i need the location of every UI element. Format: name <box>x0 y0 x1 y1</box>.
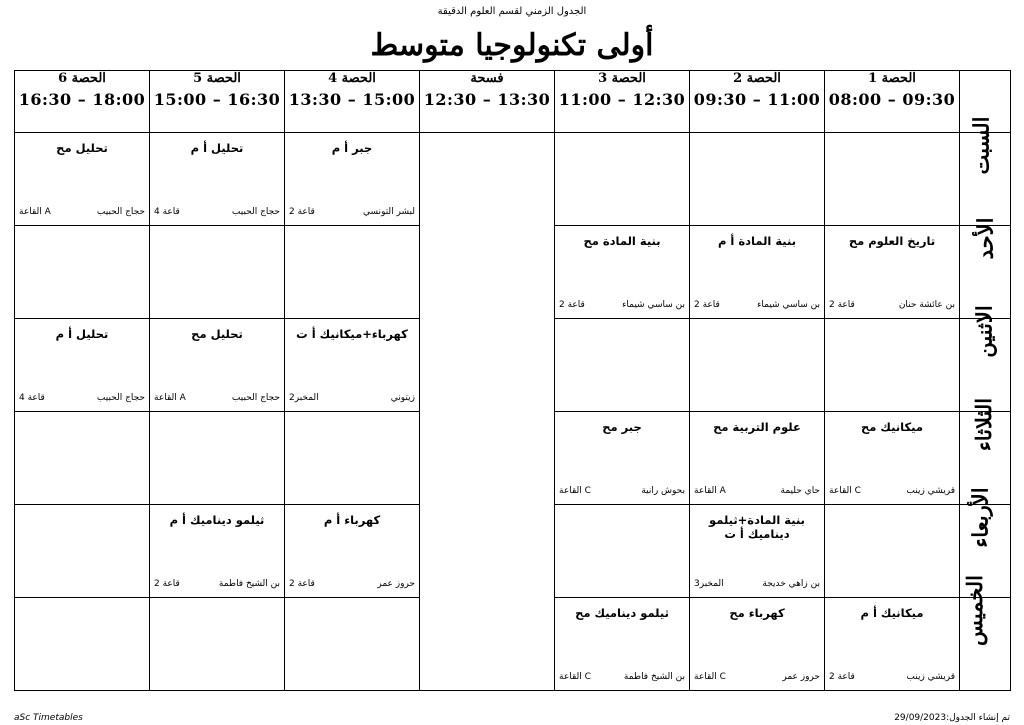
creation-date: تم إنشاء الجدول:29/09/2023 <box>894 713 1010 723</box>
lesson-teacher: حجاج الحبيب <box>231 393 280 403</box>
lesson-cell <box>15 319 150 412</box>
lesson-room: المخبر2 <box>289 393 319 403</box>
lesson-cell <box>555 133 690 226</box>
page-title: أولى تكنولوجيا متوسط <box>370 28 654 63</box>
lesson-teacher: بحوش رانية <box>641 486 685 496</box>
lesson-subject: بنية المادة مح <box>583 234 661 248</box>
lesson-cell <box>285 412 420 505</box>
lesson-subject: تحليل مح <box>191 327 243 341</box>
lesson-cell <box>555 319 690 412</box>
period-time: 13:30 – 15:00 <box>288 90 416 109</box>
day-label-cell <box>960 116 1011 226</box>
lesson-cell <box>15 412 150 505</box>
lesson-cell <box>690 505 825 598</box>
lesson-teacher: حجاج الحبيب <box>96 393 145 403</box>
break-header <box>420 71 555 133</box>
period-name: الحصة 2 <box>733 71 781 86</box>
lesson-cell <box>150 505 285 598</box>
lesson-subject: ثيلمو ديناميك مح <box>575 606 669 620</box>
lesson-cell <box>825 226 960 319</box>
period-header-4 <box>285 71 420 133</box>
timetable <box>14 70 1011 691</box>
lesson-room: C القاعة <box>694 672 726 682</box>
period-header-2 <box>690 71 825 133</box>
period-time: 12:30 – 13:30 <box>423 90 551 109</box>
lesson-subject: ميكانيك أ م <box>860 606 924 620</box>
lesson-teacher: بن الشيخ فاطمة <box>218 579 280 589</box>
lesson-cell <box>690 226 825 319</box>
lesson-subject: كهرباء+ميكانيك أ ت <box>296 327 408 341</box>
lesson-room: المخبر3 <box>694 579 724 589</box>
lesson-subject: ميكانيك مح <box>861 420 923 434</box>
lesson-cell <box>825 598 960 691</box>
period-name: الحصة 6 <box>58 71 106 86</box>
lesson-cell <box>825 133 960 226</box>
lesson-teacher: حروز عمر <box>377 579 415 589</box>
lesson-cell <box>825 505 960 598</box>
lesson-subject: علوم التربية مح <box>713 420 801 434</box>
software-credit: aSc Timetables <box>14 713 83 723</box>
lesson-subject: كهرباء أ م <box>323 513 381 527</box>
document-subtitle: الجدول الزمني لقسم العلوم الدقيقة <box>437 6 587 17</box>
lesson-subject: بنية المادة+ثيلمو ديناميك أ ت <box>709 513 805 541</box>
lesson-cell <box>690 598 825 691</box>
lesson-room: A القاعة <box>19 207 51 217</box>
period-name: فسحة <box>470 71 504 86</box>
lesson-room: قاعة 4 <box>154 207 180 217</box>
lesson-room: A القاعة <box>694 486 726 496</box>
lesson-cell <box>555 598 690 691</box>
lesson-subject: تحليل مح <box>56 141 108 155</box>
lesson-cell <box>150 133 285 226</box>
lesson-cell <box>285 226 420 319</box>
lesson-room: قاعة 2 <box>289 579 315 589</box>
lesson-teacher: بن ساسي شيماء <box>757 300 820 310</box>
lesson-cell <box>150 412 285 505</box>
lesson-cell <box>15 133 150 226</box>
period-time: 15:00 – 16:30 <box>153 90 281 109</box>
lesson-cell <box>825 412 960 505</box>
lesson-cell <box>555 412 690 505</box>
lesson-cell <box>285 505 420 598</box>
lesson-teacher: لبشر التونسي <box>363 207 415 217</box>
day-label-cell <box>960 574 1011 691</box>
lesson-teacher: زيتوني <box>390 393 415 403</box>
lesson-room: C القاعة <box>559 486 591 496</box>
lesson-subject: جبر مح <box>602 420 642 434</box>
lesson-subject: تاريخ العلوم مح <box>848 234 936 248</box>
period-header-5 <box>150 71 285 133</box>
period-header-6 <box>15 71 150 133</box>
period-time: 16:30 – 18:00 <box>18 90 146 109</box>
lesson-teacher: حجاج الحبيب <box>96 207 145 217</box>
lesson-room: قاعة 2 <box>694 300 720 310</box>
day-name: الخميس <box>961 574 987 647</box>
day-name: الثلاثاء <box>970 397 996 452</box>
lesson-cell <box>15 598 150 691</box>
lesson-cell <box>690 319 825 412</box>
period-header-1 <box>825 71 960 133</box>
period-name: الحصة 3 <box>598 71 646 86</box>
lesson-teacher: قريشي زينب <box>906 672 955 682</box>
lesson-room: قاعة 2 <box>829 300 855 310</box>
period-header-3 <box>555 71 690 133</box>
day-name: الأربعاء <box>967 487 993 548</box>
lesson-subject: تحليل أ م <box>55 327 109 341</box>
period-name: الحصة 5 <box>193 71 241 86</box>
lesson-cell <box>285 319 420 412</box>
lesson-teacher: بن ساسي شيماء <box>622 300 685 310</box>
lesson-subject: ثيلمو ديناميك أ م <box>169 513 265 527</box>
lesson-cell <box>150 226 285 319</box>
lesson-teacher: بن عائشة حنان <box>898 300 955 310</box>
period-name: الحصة 1 <box>868 71 916 86</box>
lesson-subject: كهرباء مح <box>729 606 785 620</box>
lesson-teacher: حروز عمر <box>782 672 820 682</box>
lesson-room: A القاعة <box>154 393 186 403</box>
lesson-teacher: قريشي زينب <box>906 486 955 496</box>
lesson-cell <box>15 505 150 598</box>
lesson-subject: بنية المادة أ م <box>717 234 797 248</box>
lesson-cell <box>15 226 150 319</box>
lesson-teacher: حجاج الحبيب <box>231 207 280 217</box>
lesson-room: قاعة 4 <box>19 393 45 403</box>
lesson-cell <box>555 226 690 319</box>
lesson-cell <box>150 319 285 412</box>
lesson-cell <box>285 598 420 691</box>
lesson-teacher: بن زاهي خديجة <box>762 579 820 589</box>
lesson-teacher: حاي حليمة <box>780 486 820 496</box>
lesson-room: C القاعة <box>829 486 861 496</box>
period-name: الحصة 4 <box>328 71 376 86</box>
lesson-cell <box>150 598 285 691</box>
day-name: الأحد <box>972 217 998 260</box>
lesson-teacher: بن الشيخ فاطمة <box>623 672 685 682</box>
period-header-row <box>15 71 1011 133</box>
lesson-cell <box>555 505 690 598</box>
lesson-room: قاعة 2 <box>829 672 855 682</box>
lesson-room: C القاعة <box>559 672 591 682</box>
lesson-room: قاعة 2 <box>289 207 315 217</box>
period-time: 09:30 – 11:00 <box>693 90 821 109</box>
lesson-cell <box>285 133 420 226</box>
day-name: الاثنين <box>971 305 997 358</box>
lesson-room: قاعة 2 <box>559 300 585 310</box>
day-row <box>15 133 1011 226</box>
day-name: السبت <box>968 116 994 175</box>
period-time: 11:00 – 12:30 <box>558 90 686 109</box>
lesson-cell <box>690 412 825 505</box>
lesson-room: قاعة 2 <box>154 579 180 589</box>
lesson-cell <box>690 133 825 226</box>
break-column <box>420 133 555 691</box>
period-time: 08:00 – 09:30 <box>828 90 956 109</box>
lesson-subject: جبر أ م <box>331 141 373 155</box>
lesson-cell <box>825 319 960 412</box>
lesson-subject: تحليل أ م <box>190 141 244 155</box>
